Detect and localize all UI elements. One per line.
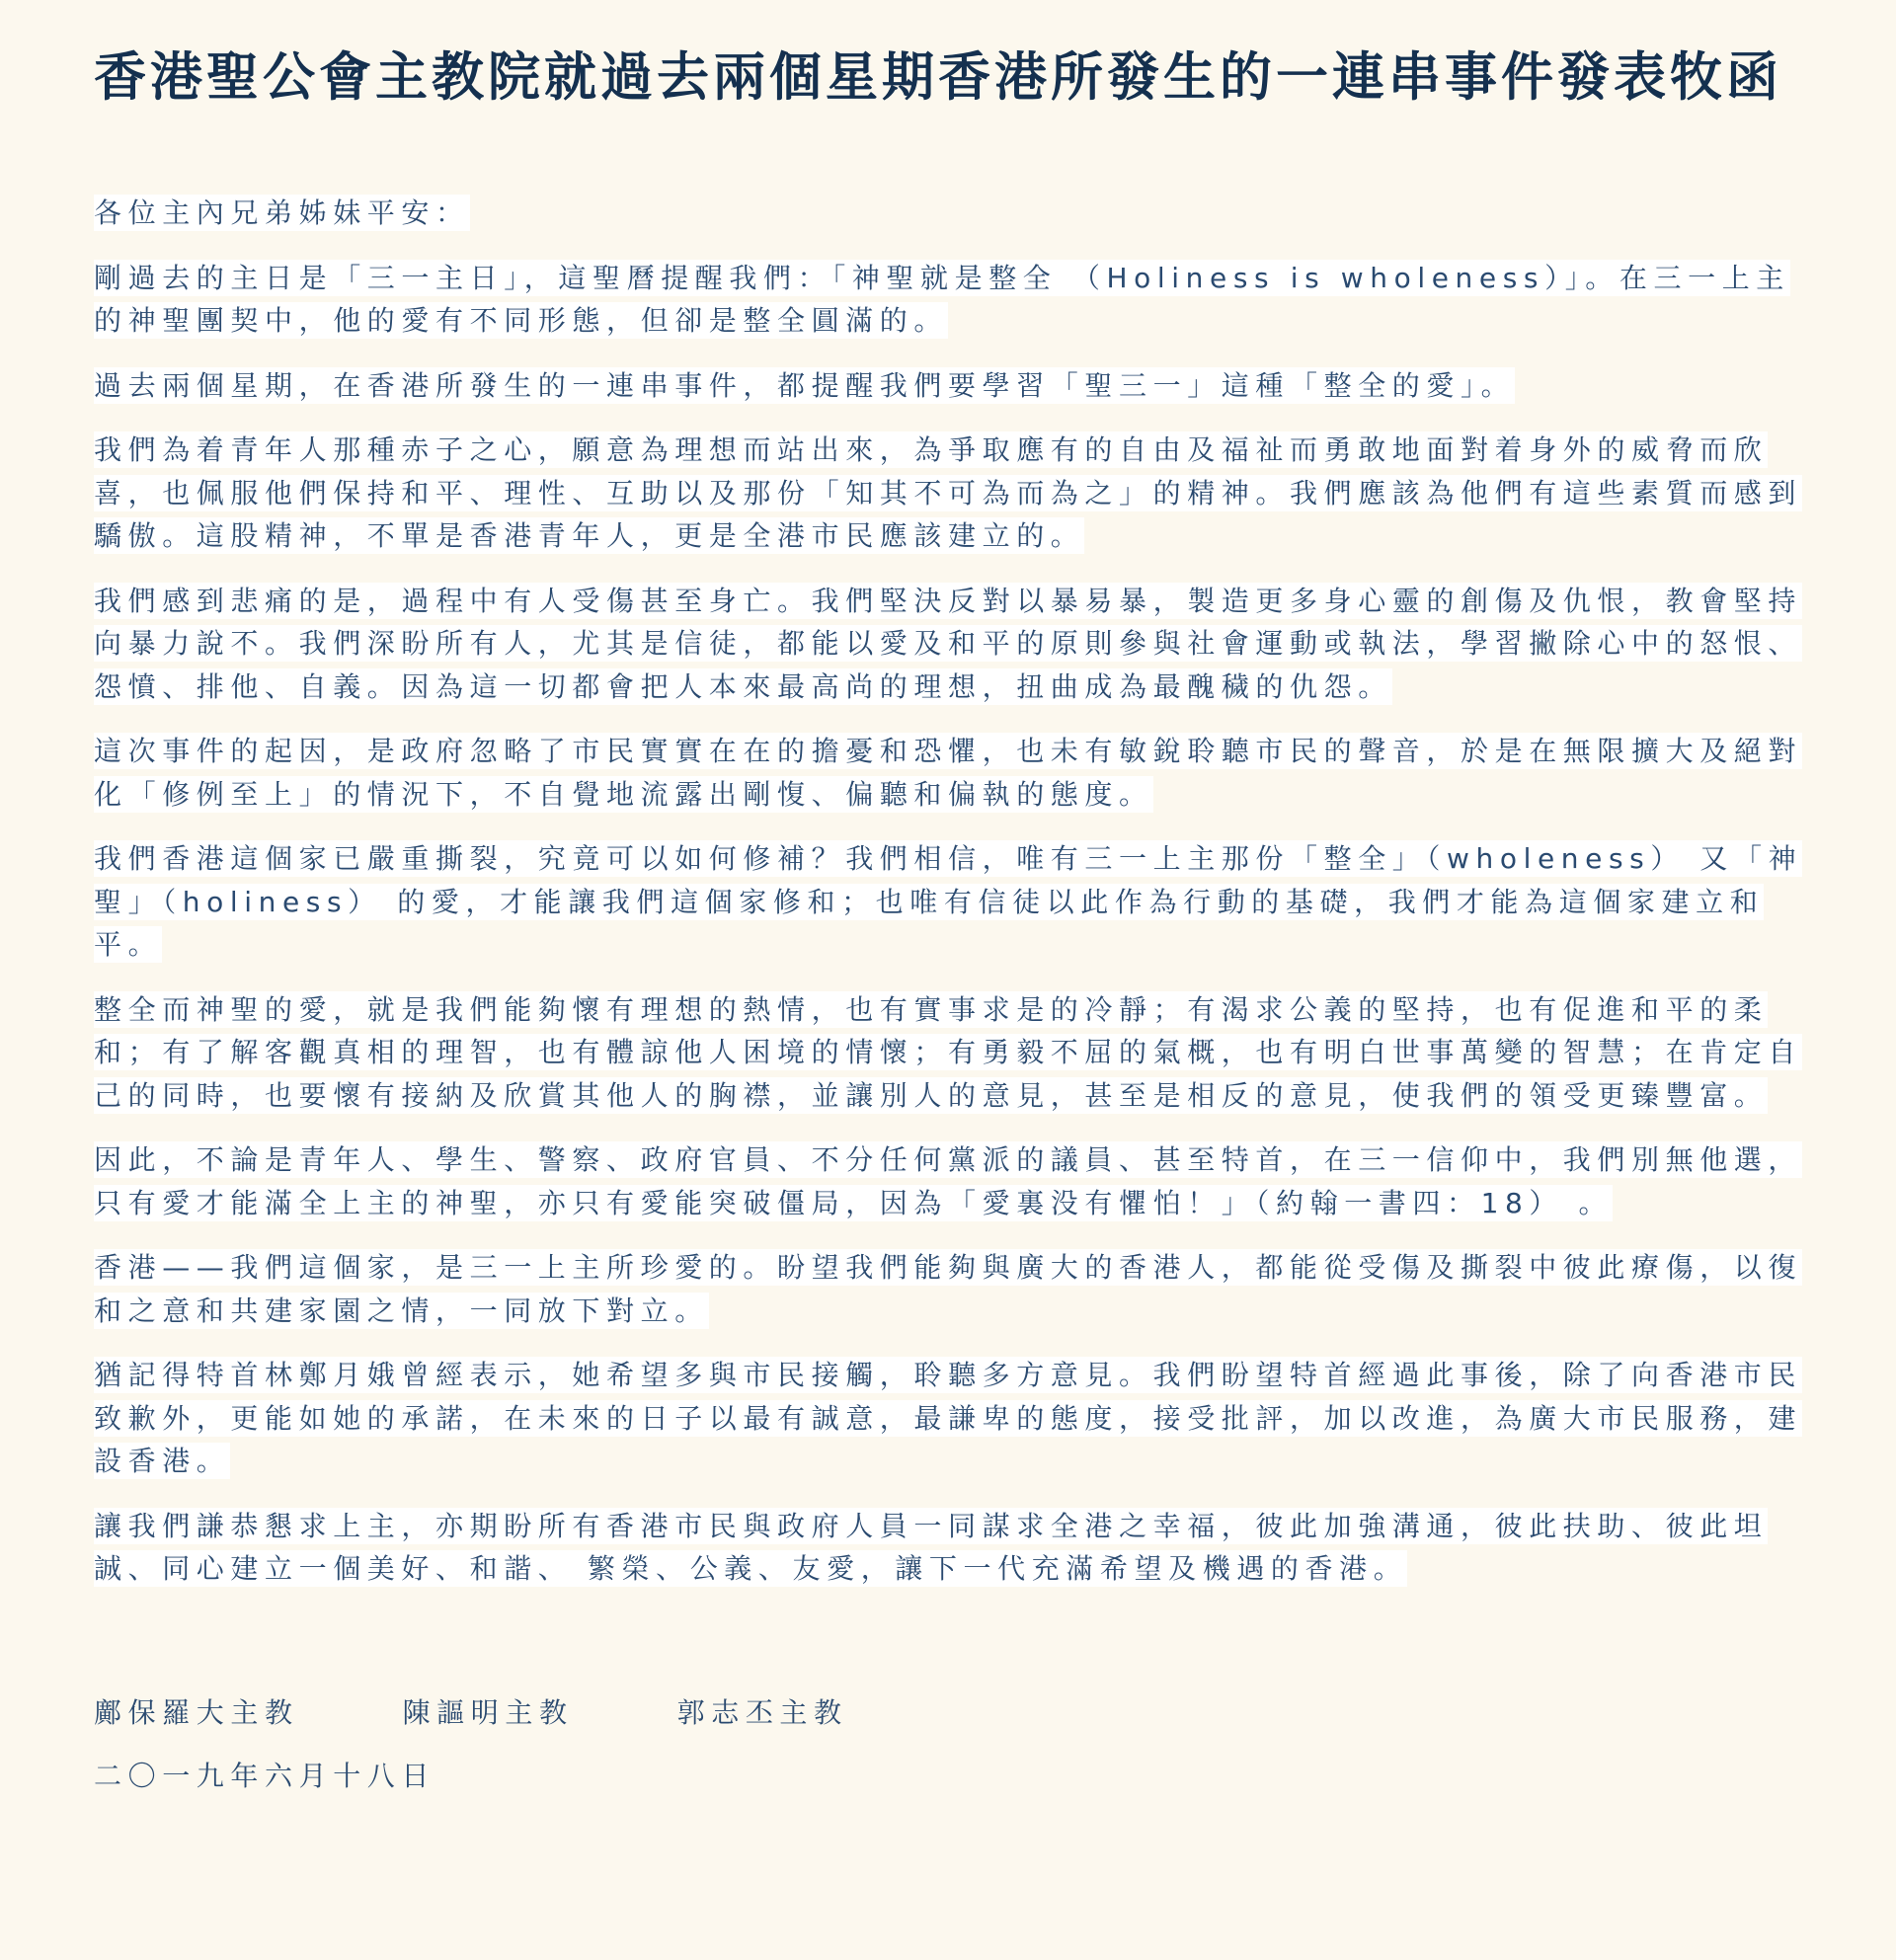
letter-body <box>94 192 1812 1591</box>
signer-list <box>94 1691 1802 1735</box>
paragraph: 香港——我們這個家，是三一上主所珍愛的。盼望我們能夠與廣大的香港人，都能從受傷及撕裂中彼此療傷，以復和之意和共建家園之情，一同放下對立。 <box>94 1251 1803 1327</box>
signer-name: 鄺保羅大主教 <box>94 1695 299 1729</box>
paragraph: 我們香港這個家已嚴重撕裂，究竟可以如何修補？我們相信，唯有三一上主那份「整全」（wholeness） 又「神聖」（holiness） 的愛，才能讓我們這個家修和；也唯有信徒以此作為行動的基礎，我們才能為這個家建立和平。 <box>94 842 1803 961</box>
paragraph: 這次事件的起因，是政府忽略了市民實實在在的擔憂和恐懼，也未有敏銳聆聽市民的聲音，於是在無限擴大及絕對化「修例至上」的情況下，不自覺地流露出剛愎、偏聽和偏執的態度。 <box>94 735 1803 811</box>
signer-name: 陳謳明主教 <box>402 1695 574 1729</box>
signature-block <box>94 1691 1802 1798</box>
paragraph: 剛過去的主日是「三一主日」，這聖曆提醒我們：「神聖就是整全 （Holiness is wholeness）」。在三一上主的神聖團契中，他的愛有不同形態，但卻是整全圓滿的。 <box>94 261 1790 337</box>
letter-date: 二〇一九年六月十八日 <box>94 1760 436 1792</box>
paragraph: 我們感到悲痛的是，過程中有人受傷甚至身亡。我們堅決反對以暴易暴，製造更多身心靈的創傷及仇恨，教會堅持向暴力說不。我們深盼所有人，尤其是信徒，都能以愛及和平的原則參與社會運動或執法，學習撇除心中的怒恨、怨憤、排他、自義。因為這一切都會把人本來最高尚的理想，扭曲成為最醜穢的仇怨。 <box>94 584 1803 703</box>
paragraph: 整全而神聖的愛，就是我們能夠懷有理想的熱情，也有實事求是的冷靜；有渴求公義的堅持，也有促進和平的柔和；有了解客觀真相的理智，也有體諒他人困境的情懷；有勇毅不屈的氣概，也有明白世事萬變的智慧；在肯定自己的同時，也要懷有接納及欣賞其他人的胸襟，並讓別人的意見，甚至是相反的意見，使我們的領受更臻豐富。 <box>94 992 1803 1112</box>
paragraph: 因此，不論是青年人、學生、警察、政府官員、不分任何黨派的議員、甚至特首，在三一信仰中，我們別無他選，只有愛才能滿全上主的神聖，亦只有愛能突破僵局，因為「愛裏没有懼怕！」（約翰一書四：18） 。 <box>94 1143 1803 1219</box>
paragraph: 過去兩個星期，在香港所發生的一連串事件，都提醒我們要學習「聖三一」這種「整全的愛」。 <box>94 368 1516 402</box>
page-title: 香港聖公會主教院就過去兩個星期香港所發生的一連串事件發表牧函 <box>94 46 1782 108</box>
signer-name: 郭志丕主教 <box>676 1695 848 1729</box>
greeting: 各位主內兄弟姊妹平安： <box>94 196 470 229</box>
paragraph: 我們為着青年人那種赤子之心，願意為理想而站出來，為爭取應有的自由及福祉而勇敢地面對着身外的威脅而欣喜，也佩服他們保持和平、理性、互助以及那份「知其不可為而為之」的精神。我們應該為他們有這些素質而感到驕傲。這股精神，不單是香港青年人，更是全港市民應該建立的。 <box>94 433 1803 552</box>
paragraph: 讓我們謙恭懇求上主，亦期盼所有香港市民與政府人員一同謀求全港之幸福，彼此加強溝通，彼此扶助、彼此坦誠、同心建立一個美好、和諧、 繁榮、公義、友愛，讓下一代充滿希望及機遇的香港。 <box>94 1509 1769 1585</box>
paragraph: 猶記得特首林鄭月娥曾經表示，她希望多與市民接觸，聆聽多方意見。我們盼望特首經過此事後，除了向香港市民致歉外，更能如她的承諾，在未來的日子以最有誠意，最謙卑的態度，接受批評，加以改進，為廣大市民服務，建設香港。 <box>94 1359 1803 1477</box>
